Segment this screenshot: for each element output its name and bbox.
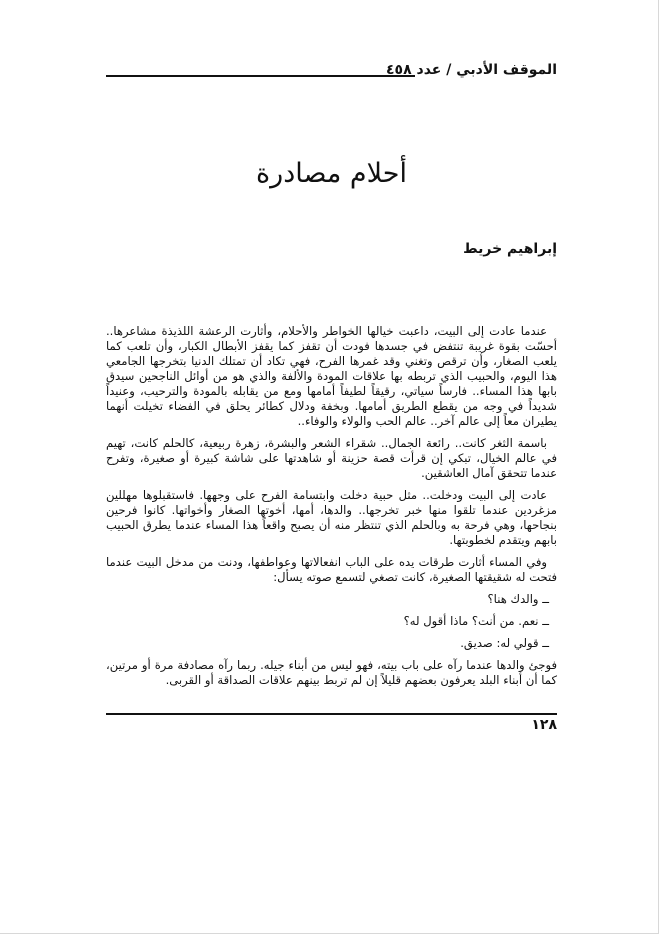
paragraph-1: عندما عادت إلى البيت، داعبت خيالها الخواطر والأحلام، وأثارت الرعشة اللذيذة مشاعرها.. أحسّت بقوة غريبة تنتفض في جسدها فودت أن تقفز كما يقفز الأبطال الكبار، وأن تلعب كما يلعب الصغار، وأن ترقص وتغني وقد غمرها الفرح، فهي تكاد أن تمتلك الدنيا بتخرجها الجامعي هذا اليوم، والحبيب الذي تربطه بها علاقات المودة والألفة والذي هو من أوائل الناجحين سيدق بابها هذا المساء.. فارساً سياتي، رقيقاً لطيفاً أمامها ومع من يقابله بالمودة والترحيب، وعنيداً شديداً في وجه من يقطع الطريق أمامها. وبخفة ودلال كطائر يحلق في الفضاء تخيلت أنهما يطيران معاً إلى عالم آخر.. عالم الحب والولاء والوفاء..	[106, 324, 557, 428]
header-rule	[106, 75, 415, 77]
paragraph-2: باسمة الثغر كانت.. رائعة الجمال.. شقراء الشعر والبشرة، زهرة ربيعية، كالحلم كانت، تهيم في عالم الخيال، تبكي إن قرأت قصة حزينة أو شاهدتها على شاشة كبيرة أو صغيرة، وتفرح عندما تتحقق آمال العاشقين.	[106, 436, 557, 480]
dialogue-line-1: ــ والدك هنا؟	[487, 592, 549, 606]
article-author: إبراهيم خريط	[463, 241, 557, 257]
paragraph-4: وفي المساء أثارت طرقات يده على الباب انفعالاتها وعواطفها، ودنت من مدخل البيت عندما فتحت له شقيقتها الصغيرة، كانت تصغي لتسمع صوته يسأل:	[106, 555, 557, 584]
paragraph-3: عادت إلى البيت ودخلت.. مثل حبية دخلت وابتسامة الفرح على وجهها. فاستقبلوها مهللين مزغردين عندما تلقوا منها خبر تخرجها.. والدها، أمها، أخوتها الصغار وأخواتها. كانوا فرحين بنجاحها، وهي فرحة به وبالحلم الذي تنتظر منه أن يصبح واقعاً هذا المساء عندما يطرق الحبيب بابهم ويتقدم لخطوبتها.	[106, 488, 557, 547]
footer-rule	[106, 713, 557, 715]
dialogue-line-2: ــ نعم. من أنت؟ ماذا أقول له؟	[403, 614, 549, 628]
dialogue-line-3: ــ قولي له: صديق.	[460, 636, 549, 650]
article-title: أحلام مصادرة	[256, 158, 407, 189]
article-body	[106, 324, 557, 695]
running-header	[106, 62, 557, 84]
closing-paragraph: فوجئ والدها عندما رآه على باب بيته، فهو ليس من أبناء جيله. ربما رآه مصادفة مرة أو مرتين، كما أن أبناء البلد يعرفون بعضهم قليلاً إن لم تربط بينهم علاقات الصداقة أو القربى.	[106, 658, 557, 687]
running-title: الموقف الأدبي / عدد ٤٥٨	[386, 62, 557, 78]
page-number: ١٢٨	[531, 717, 557, 733]
